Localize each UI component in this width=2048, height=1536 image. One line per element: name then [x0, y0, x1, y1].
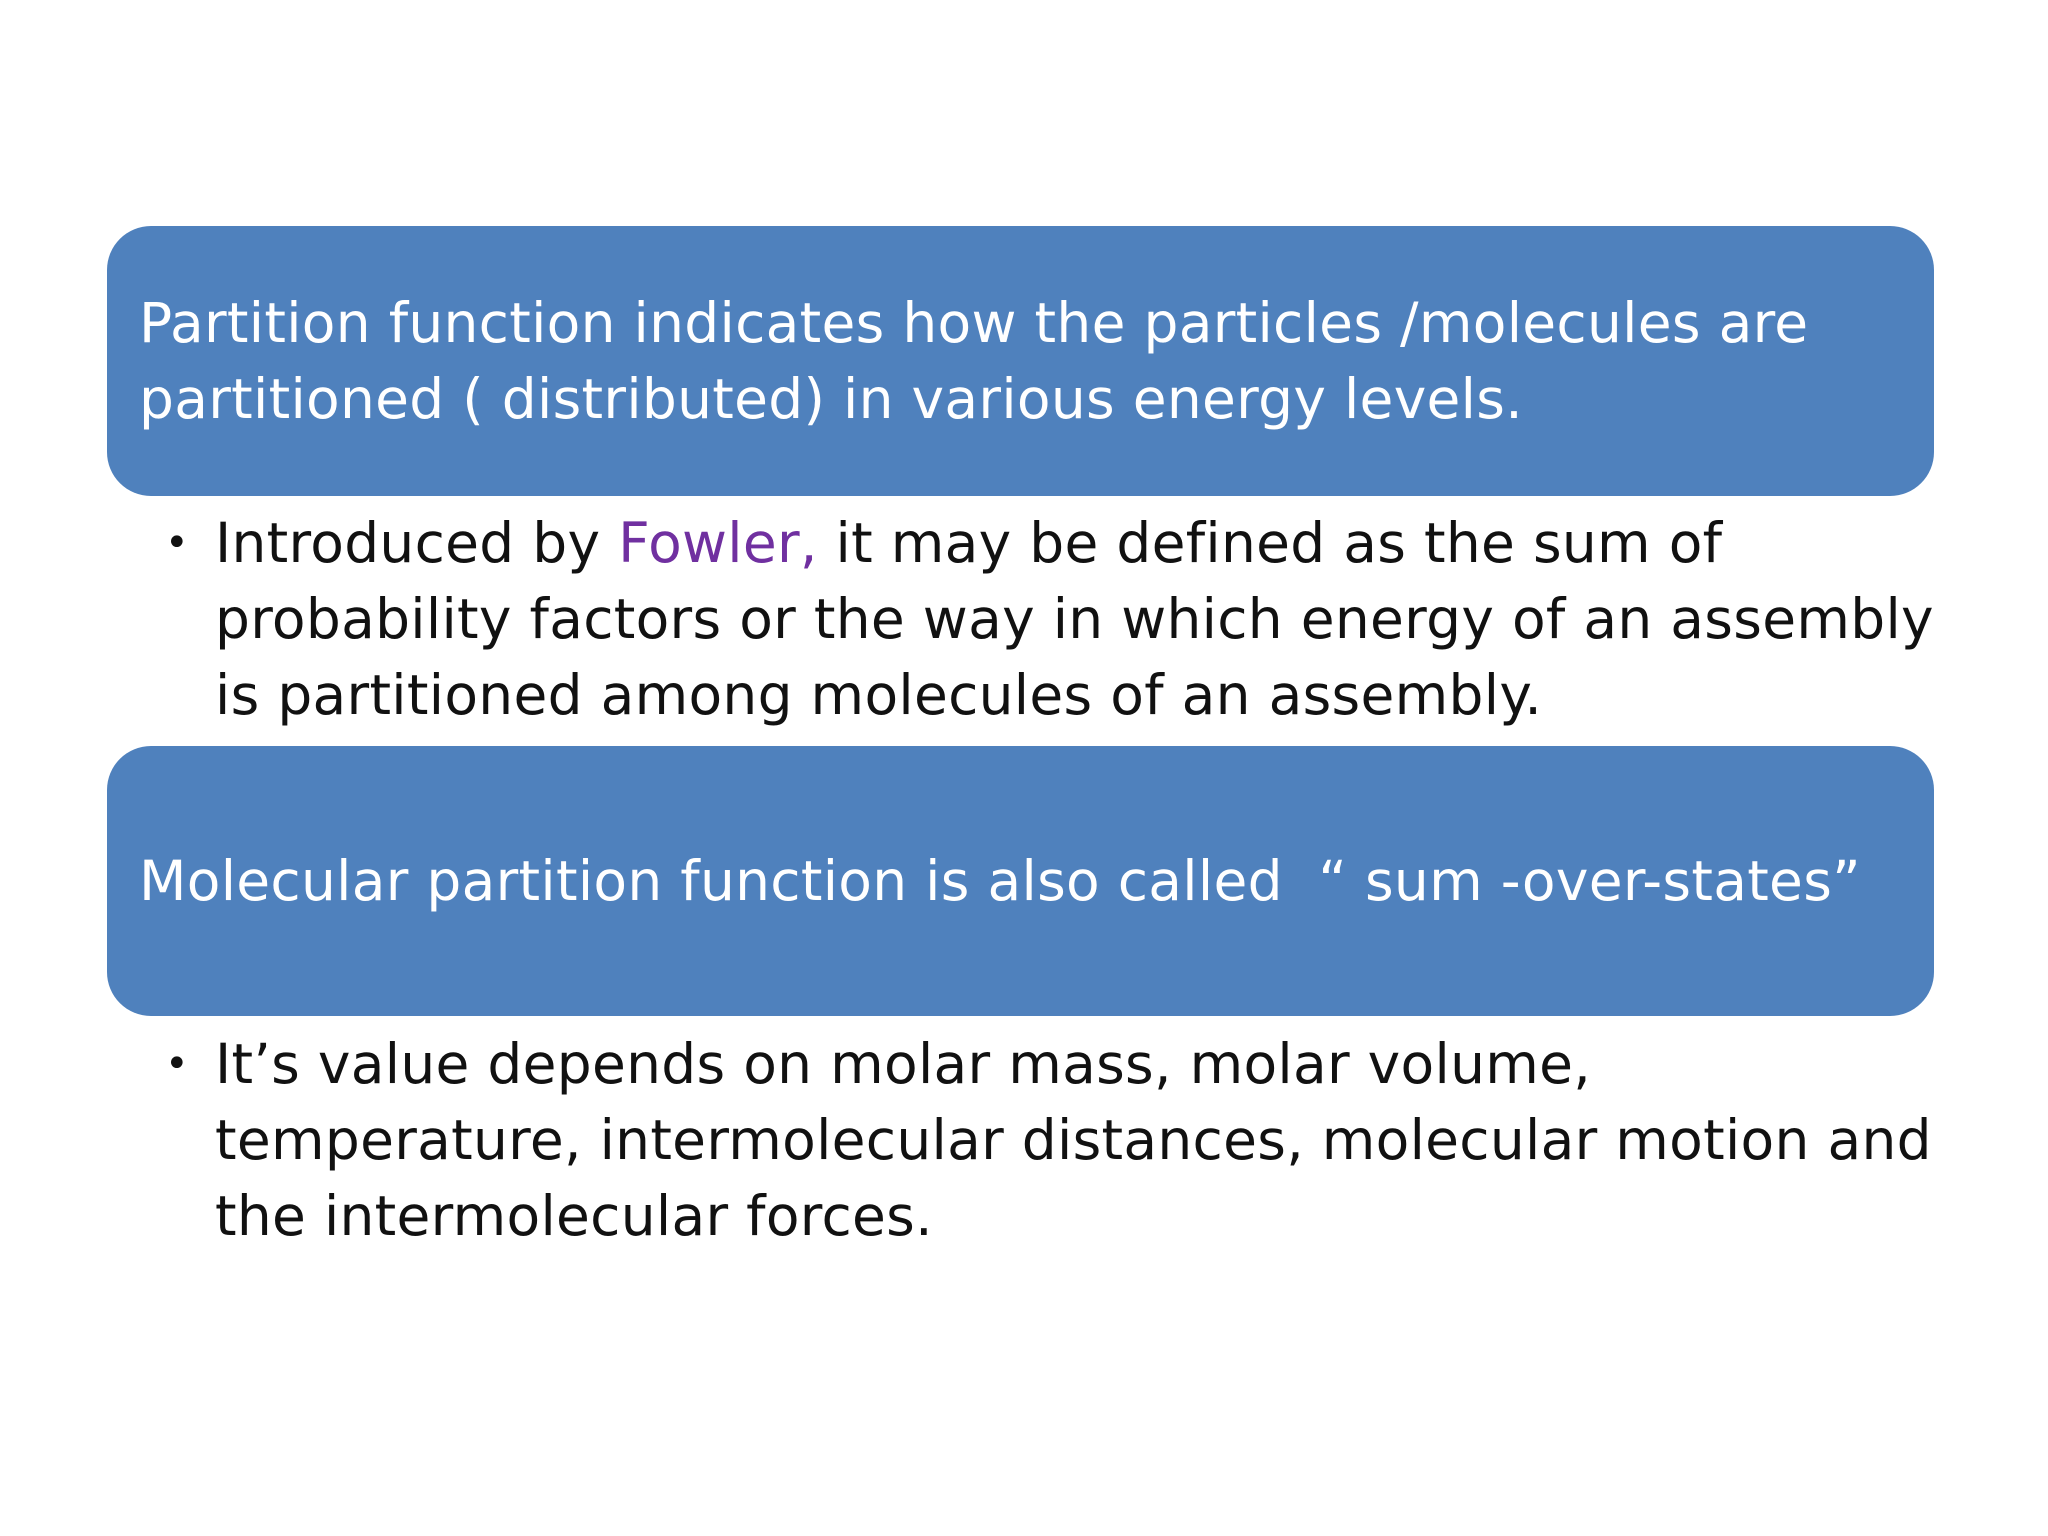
- bullet-text-prefix: Introduced by: [215, 511, 619, 575]
- fowler-highlight: Fowler,: [618, 511, 818, 575]
- bullet-item-fowler: [165, 505, 1935, 733]
- callout-text-sum-over-states: Molecular partition function is also called “ sum -over-states”: [139, 849, 1861, 913]
- bullet-marker: •: [165, 1041, 189, 1087]
- callout-box-partition-function: [107, 226, 1934, 496]
- bullet-item-value-depends: [165, 1026, 1935, 1254]
- bullet-text-suffix: it may be defined as the sum of probability factors or the way in which energy of an assembly is partitioned among molecules of an assembly.: [215, 511, 1934, 727]
- bullet-text-value-depends: It’s value depends on molar mass, molar volume, temperature, intermolecular distances, molecular motion and the intermolecular forces.: [215, 1032, 1932, 1248]
- callout-box-sum-over-states: [107, 746, 1934, 1016]
- callout-text-partition-function: Partition function indicates how the particles /molecules are partitioned ( distributed) in various energy levels.: [139, 291, 1809, 431]
- bullet-marker: •: [165, 520, 189, 566]
